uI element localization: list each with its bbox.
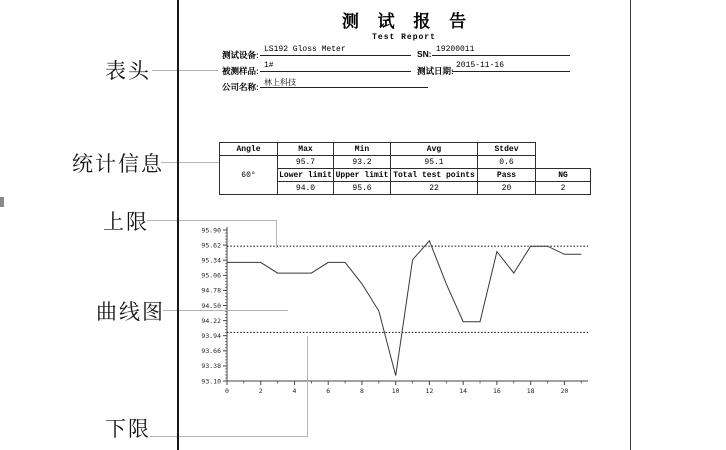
sn-field-label: SN: (417, 49, 432, 59)
x-tick-label: 4 (292, 387, 297, 395)
table-cell-stdev-value: 0.6 (478, 156, 536, 169)
y-tick-label: 95.90 (201, 226, 221, 235)
y-tick-label: 94.50 (201, 301, 221, 310)
y-tick-label: 93.94 (201, 332, 221, 340)
sample-field-label: 被测样品: (222, 66, 259, 76)
table-cell-pass-header: Pass (478, 169, 536, 182)
stats-table (219, 142, 591, 195)
table-cell-max-header: Max (278, 143, 334, 156)
callout-line-stats (161, 162, 219, 163)
x-tick-label: 0 (225, 387, 229, 395)
callout-label-curve: 曲线图 (96, 300, 165, 324)
measurement-curve (227, 241, 581, 376)
date-field-value: 2015-11-16 (452, 61, 570, 72)
device-field-label: 测试设备: (222, 50, 259, 60)
y-tick-label: 94.22 (201, 316, 221, 325)
page-left-border-line (177, 0, 179, 450)
callout-line-header (152, 70, 218, 71)
date-field-label: 测试日期: (417, 66, 454, 76)
table-cell-angle-header: Angle (220, 143, 278, 156)
table-cell-lower-limit-header: Lower limit (279, 170, 332, 180)
stats-header-row (220, 143, 591, 156)
device-field-value: LS192 Gloss Meter (260, 45, 411, 56)
y-tick-label: 95.06 (201, 271, 221, 280)
table-cell-min-value: 93.2 (334, 156, 391, 169)
x-tick-label: 8 (359, 387, 364, 395)
callout-label-lower: 下限 (105, 417, 151, 441)
report-subtitle: Test Report (372, 33, 436, 42)
table-cell-stdev-header: Stdev (478, 143, 536, 156)
table-cell-ng-value: 2 (536, 182, 591, 195)
table-cell-max-value: 95.7 (278, 156, 334, 169)
callout-line-curve (163, 310, 288, 311)
x-tick-label: 18 (526, 387, 535, 395)
y-tick-label: 95.62 (201, 241, 221, 250)
table-cell-total-points-value: 22 (391, 182, 478, 195)
report-title: 测 试 报 告 (341, 12, 474, 31)
table-cell-angle-value: 60° (220, 156, 278, 195)
table-cell-upper-limit-value: 95.6 (334, 182, 391, 195)
y-tick-label: 93.66 (201, 347, 221, 356)
table-cell-min-header: Min (334, 143, 391, 156)
y-tick-label: 95.34 (201, 256, 221, 265)
y-tick-label: 94.78 (201, 286, 221, 295)
x-tick-label: 12 (425, 387, 434, 395)
callout-line-lower-vertical (307, 336, 308, 436)
table-cell-lower-limit-value: 94.0 (278, 182, 334, 195)
x-tick-label: 10 (391, 387, 400, 395)
company-field-value: 林上科技 (260, 77, 428, 88)
table-cell-total-points-header: Total test points (391, 169, 478, 182)
y-tick-label: 93.38 (201, 362, 221, 371)
x-tick-label: 6 (326, 387, 331, 395)
x-tick-label: 14 (459, 387, 468, 395)
callout-label-upper: 上限 (103, 210, 149, 234)
left-edge-artifact (0, 197, 4, 207)
x-tick-label: 2 (258, 387, 263, 395)
table-cell-avg-value: 95.1 (391, 156, 478, 169)
sn-field-value: 19200011 (432, 45, 570, 56)
table-cell-empty (536, 143, 591, 156)
table-cell-empty (536, 156, 591, 169)
x-tick-label: 16 (492, 387, 501, 395)
table-cell-upper-limit-header: Upper limit (334, 169, 391, 182)
table-cell-pass-value: 20 (478, 182, 536, 195)
curve-chart-svg (185, 222, 605, 402)
sample-field-value: 1# (260, 61, 411, 72)
y-tick-label: 93.10 (201, 377, 221, 386)
callout-line-upper (147, 220, 277, 221)
callout-line-lower (150, 436, 308, 437)
stats-values-row (220, 156, 591, 169)
callout-label-header: 表头 (105, 59, 151, 83)
page-right-border-line (630, 0, 631, 450)
table-cell-ng-header: NG (536, 169, 591, 182)
company-field-label: 公司名称: (222, 82, 259, 92)
callout-line-upper-vertical (276, 220, 277, 248)
callout-label-stats: 统计信息 (72, 152, 164, 176)
table-cell-avg-header: Avg (391, 143, 478, 156)
x-tick-label: 20 (560, 387, 569, 395)
